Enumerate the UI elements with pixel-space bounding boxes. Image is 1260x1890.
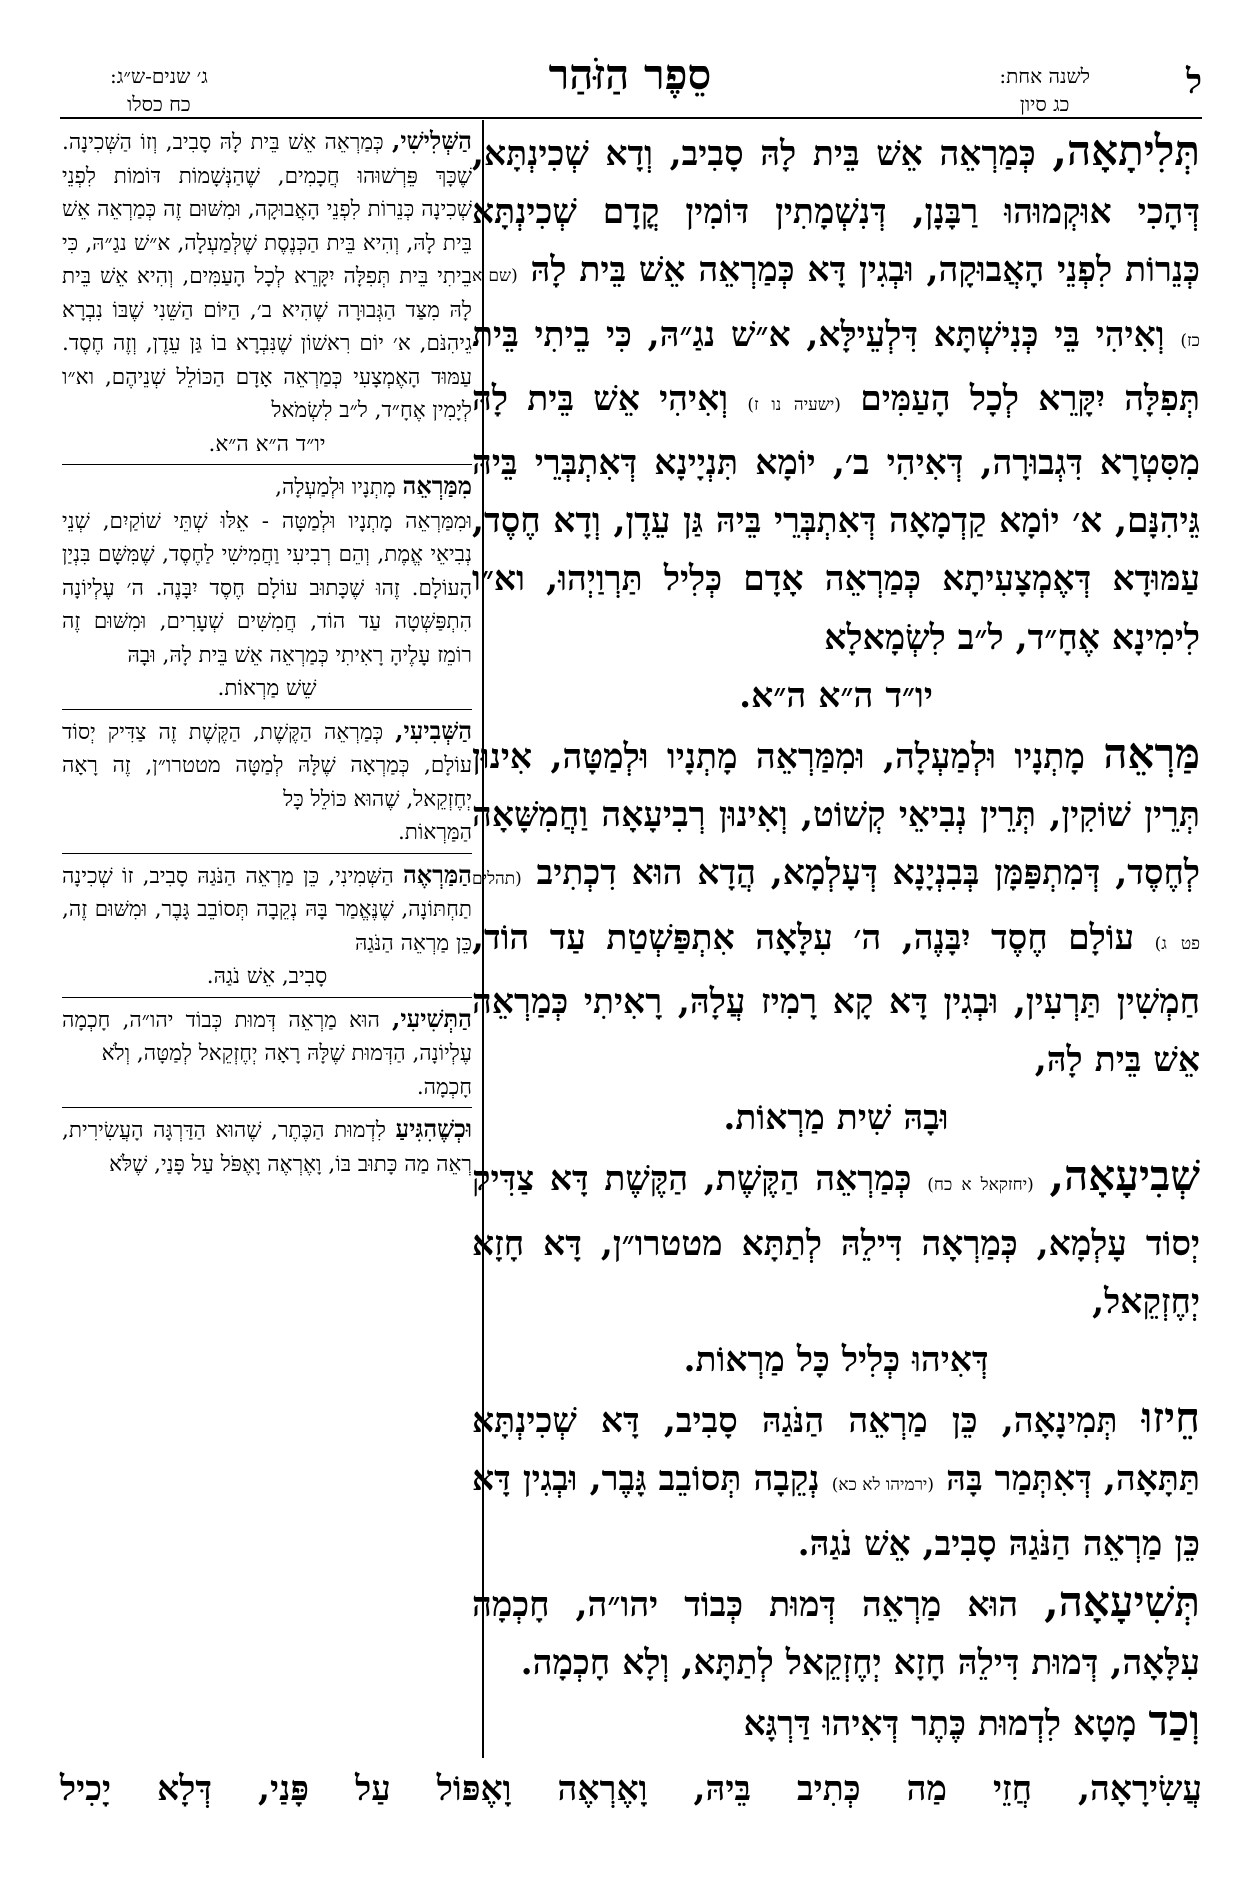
text-run: מָתְנָיו וּלְמַעְלָה, [275, 475, 403, 500]
paragraph-ending: סָבִיב, אֵשׁ נֹגַהּ. [206, 964, 328, 989]
text-run: כְּמַרְאֵה הַקֶּשֶׁת, הַקֶּשֶׁת דָּא צַדִּיק יְסוֹד עָלְמָא, כְּמַרְאָה דִּילֵהּ לְתַתָּא מטטרו״ן, דָּא חָזָא יְחֶזְקֵאל, [472, 1159, 1200, 1322]
header-left-line2: כח כסלו [127, 92, 191, 116]
translation-column [62, 124, 472, 1181]
main-paragraph-eighth [472, 1389, 1200, 1573]
header-left-date [110, 62, 208, 118]
source-reference: (שם א כז) [472, 266, 1200, 351]
main-paragraph-tenth [472, 1692, 1200, 1753]
paragraph-keyword: חֵיזוּ [1141, 1393, 1200, 1443]
header-right-line2: כג סיון [1019, 92, 1070, 116]
text-run: מָתְנָיו וּלְמַעְלָה, וּמִמַּרְאֵה מָתְנָיו וּלְמַטָּה, אִינוּן תְּרֵין שׁוֹקִין, תְּרֵין נְבִיאֵי קְשׁוֹט, וְאִינוּן רְבִיעָאָה וַחֲמִשָּׁאָה לְחֶסֶד, דְּמִתְפַּמָּן בְּבִנְיָנָא דְּעָלְמָא, הֲדָא הוּא דִכְתִיב [472, 737, 1200, 894]
paragraph-separator [62, 464, 472, 465]
side-paragraph-eighth [62, 858, 472, 961]
paragraph-keyword: וּכְשֶׁהִגִּיעַ [395, 1114, 472, 1143]
paragraph-ending: וּבָהּ שִׁית מַרְאוֹת. [723, 1098, 949, 1139]
header-divider [60, 117, 1202, 119]
text-run: כְּמַרְאֵה אֵשׁ בֵּית לָהּ סָבִיב, וְדָא שְׁכִינְתָּא, דְּהָכִי אוּקְמוּהוּ רַבָּנָן, דְּנִשְׁמָתִין דּוֹמִין קֳדָם שְׁכִינְתָּא כְּנֵרוֹת לִפְנֵי הָאֲבוּקָה, וּבְגִין דָּא כְּמַרְאֵה אֵשׁ בֵּית לָהּ [472, 134, 1201, 291]
source-reference: (ירמיהו לא כא) [831, 1475, 935, 1496]
text-run: כְּמַרְאֵה הַקֶּשֶׁת, הַקֶּשֶׁת זֶה צַדִּיק יְסוֹד עוֹלָם, כְּמַרְאָה שֶׁלָּהּ לְמַטָּה מטטרו״ן, זֶה רָאָה יְחֶזְקֵאל, שֶׁהוּא כּוֹלֵל כָּל [62, 719, 472, 812]
paragraph-keyword: תְּשִׁיעָאָה, [1044, 1576, 1200, 1626]
text-run: הוּא מַרְאֵה דְּמוּת כְּבוֹד יהו״ה, חָכְמָה עֶלְיוֹנָה, הַדְּמוּת שֶׁלָּהּ רָאָה יְחֶזְקֵאל לְמַטָּה, וְלֹא [62, 1007, 472, 1066]
side-paragraph-tenth [62, 1112, 472, 1181]
text-run: וְאִיהִי אֵשׁ בֵּית לָהּ מִסִּטְרָא דִּגְבוּרָה, דְּאִיהִי ב׳, יוֹמָא תִּנְיָינָא דְּאִתְבְּרֵי בֵּיהּ גֵּיהִנָּם, א׳ יוֹמָא קַדְמָאָה דְּאִתְבְּרֵי בֵּיהּ גַּן עֵדֶן, וְדָא חֶסֶד, עַמּוּדָא דְּאֶמְצָעִיתָא כְּמַרְאֵה אָדָם כְּלִיל תַּרְוַיְהוּ, וא״ו לִימִינָא אֶחָ״ד, ל״ב לִשְׂמָאלָא [472, 378, 1200, 658]
text-run: וּמִמַּרְאֵה מָתְנָיו וּלְמַטָּה - אֵלּוּ שְׁתֵּי שׁוֹקַיִם, שְׁנֵי נְבִיאֵי אֱמֶת, וְהֵם רְבִיעִי וַחֲמִישִׁי לַחֶסֶד, שֶׁמִּשָּׁם בִּנְיַן הָעוֹלָם. זֶהוּ שֶׁכָּתוּב עוֹלָם חֶסֶד יִבָּנֶה. ה׳ עֶלְיוֹנָה הִתְפַּשְּׁטָה עַד הוֹד, חֲמִשִּׁים שְׁעָרִים, וּמִשּׁוּם זֶה רוֹמֵז עָלֶיהָ רָאִיתִי כְּמַרְאֵה אֵשׁ בֵּית לָהּ, וּבָהּ [62, 508, 472, 668]
paragraph-keyword: תְּלִיתָאָה, [1052, 126, 1200, 175]
text-run: מָטָא לִדְמוּת כֶּתֶר דְּאִיהוּ דַּרְגָּא [743, 1704, 1149, 1745]
main-text-column [472, 122, 1200, 1753]
source-reference: (יחזקאל א כח) [927, 1175, 1034, 1196]
paragraph-keyword: הַשְּׁלִישִׁי, [392, 126, 472, 155]
page-number: ל [1186, 62, 1202, 102]
paragraph-ending: חָכְמָה. [416, 1074, 472, 1100]
paragraph-separator [62, 1107, 472, 1108]
main-paragraph-loins [472, 725, 1200, 1089]
main-paragraph-third [472, 122, 1200, 667]
text-run: הַשְּׁמִינִי, כֵּן מַרְאֵה הַנֹּגַהּ סָבִיב, זוֹ שְׁכִינָה תַחְתּוֹנָה, שֶׁנֶּאֱמַר בָּהּ נְקֵבָה תְּסוֹבֵב גָּבֶר, וּמִשּׁוּם זֶה, כֵּן מַרְאֵה הַנֹּגַהּ [62, 863, 472, 956]
paragraph-keyword: מִמַּרְאֵה [402, 471, 472, 500]
full-width-last-line: עֲשִׂירָאָה, חֲזֵי מַה כְּתִיב בֵּיהּ, וָאֶרְאֶה וָאֶפּוֹל עַל פָּנַי, דְּלָא יָכִיל [60, 1769, 1202, 1809]
paragraph-separator [62, 853, 472, 854]
paragraph-ending: דְּאִיהוּ כְּלִיל כָּל מַרְאוֹת. [683, 1340, 989, 1381]
side-paragraph-third [62, 124, 472, 428]
text-run: נְקֵבָה תְּסוֹבֵב גָּבֶר, וּבְגִין דָּא כֵּן מַרְאֵה הַנֹּגַהּ סָבִיב, אֵשׁ נֹגַהּ. [472, 1459, 1200, 1564]
paragraph-ending: שֵׁשׁ מַרְאוֹת. [217, 676, 317, 701]
side-paragraph-loins [62, 469, 472, 672]
side-paragraph-seventh [62, 714, 472, 817]
paragraph-separator [62, 709, 472, 710]
text-run: עוֹלָם חֶסֶד יִבָּנֶה, ה׳ עִלָּאָה אִתְפַּשְׁטַת עַד הוֹד, חַמְשִׁין תַּרְעִין, וּבְגִין דָּא קָא רָמִיז עֲלָהּ, רָאִיתִי כְּמַרְאֵה אֵשׁ בֵּית לָהּ, [472, 917, 1200, 1081]
header-right-date [999, 62, 1090, 118]
paragraph-keyword: שְׁבִיעָאָה, [1049, 1151, 1201, 1201]
source-reference: (ישעיה נו ז) [747, 394, 841, 415]
main-paragraph-seventh [472, 1147, 1200, 1331]
paragraph-keyword: הַשְּׁבִיעִי, [395, 715, 472, 745]
paragraph-ending: יו״ד ה״א ה״א. [739, 675, 933, 716]
source-reference: (תהלים פט ג) [472, 869, 1200, 954]
book-title: סֵפֶר הַזֹּהַר [548, 50, 712, 99]
header-left-line1: ג׳ שנים-ש״ג: [110, 64, 208, 88]
paragraph-separator [62, 997, 472, 998]
paragraph-ending: יו״ד ה״א ה״א. [208, 431, 326, 457]
text-run: הוּא מַרְאֵה דְּמוּת כְּבוֹד יהו״ה, חָכְמָה עִלָּאָה, דְּמוּת דִּילֵהּ חָזָא יְחֶזְקֵאל לְתַתָּא, וְלָא חָכְמָה. [472, 1584, 1200, 1684]
paragraph-keyword: וְכַד [1148, 1696, 1200, 1746]
paragraph-ending: הַמַּרְאוֹת. [397, 820, 472, 845]
column-divider [482, 120, 484, 1758]
text-run: כְּמַרְאֵה אֵשׁ בֵּית לָהּ סָבִיב, וְזוֹ הַשְּׁכִינָה. שֶׁכָּךְ פֵּרְשׁוּהוּ חֲכָמִים, שֶׁהַנְּשָׁמוֹת דּוֹמוֹת לִפְנֵי שְׁכִינָה כְּנֵרוֹת לִפְנֵי הָאֲבוּקָה, וּמִשּׁוּם זֶה כְּמַרְאֵה אֵשׁ בֵּית לָהּ, וְהִיא בֵּית הַכְּנֶסֶת שֶׁלְּמַעְלָה, א״שׁ נגַ״הּ, כִּי בֵיתִי בֵּית תְּפִלָּה יִקָּרֵא לְכָל הָעַמִּים, וְהִיא אֵשׁ בֵּית לָהּ מִצַּד הַגְּבוּרָה שֶׁהִיא ב׳, הַיּוֹם הַשֵּׁנִי שֶׁבּוֹ נִבְרָא גֵיהִנֹּם, א׳ יוֹם רִאשׁוֹן שֶׁנִּבְרָא בוֹ גַּן עֵדֶן, וְזֶה חֶסֶד. עַמּוּד הָאֶמְצָעִי כְּמַרְאֵה אָדָם הַכּוֹלֵל שְׁנֵיהֶם, וא״ו לְיָמִין אֶחָ״ד, ל״ב לִשְׂמֹאל [62, 130, 472, 423]
text-run: תְּמִינָאָה, כֵּן מַרְאֵה הַנֹּגַהּ סָבִיב, דָּא שְׁכִינְתָּא תַּתָּאָה, דְּאִתְּמַר בָּהּ [472, 1401, 1200, 1500]
paragraph-keyword: הַתְּשִׁיעִי, [392, 1003, 472, 1033]
text-run: וְאִיהִי בֵּי כְּנִישְׁתָּא דִּלְעֵילָּא, א״שׁ נגַ״הּ, כִּי בֵיתִי בֵּית תְּפִלָּה יִקָּרֵא לְכָל הָעַמִּים [472, 314, 1200, 419]
side-paragraph-ninth [62, 1002, 472, 1071]
header-right-line1: לשנה אחת: [999, 64, 1090, 88]
paragraph-keyword: מַּרְאֵה [1103, 729, 1200, 779]
paragraph-keyword: הַמַּרְאֶה [402, 859, 472, 889]
text-run: לִדְמוּת הַכֶּתֶר, שֶׁהוּא הַדַּרְגָּה הָעֲשִׂירִית, רְאֵה מַה כָּתוּב בּוֹ, וָאֶרְאֶה וָאֶפֹּל עַל פָּנַי, שֶׁלֹּא [62, 1118, 472, 1177]
main-paragraph-ninth [472, 1573, 1200, 1692]
